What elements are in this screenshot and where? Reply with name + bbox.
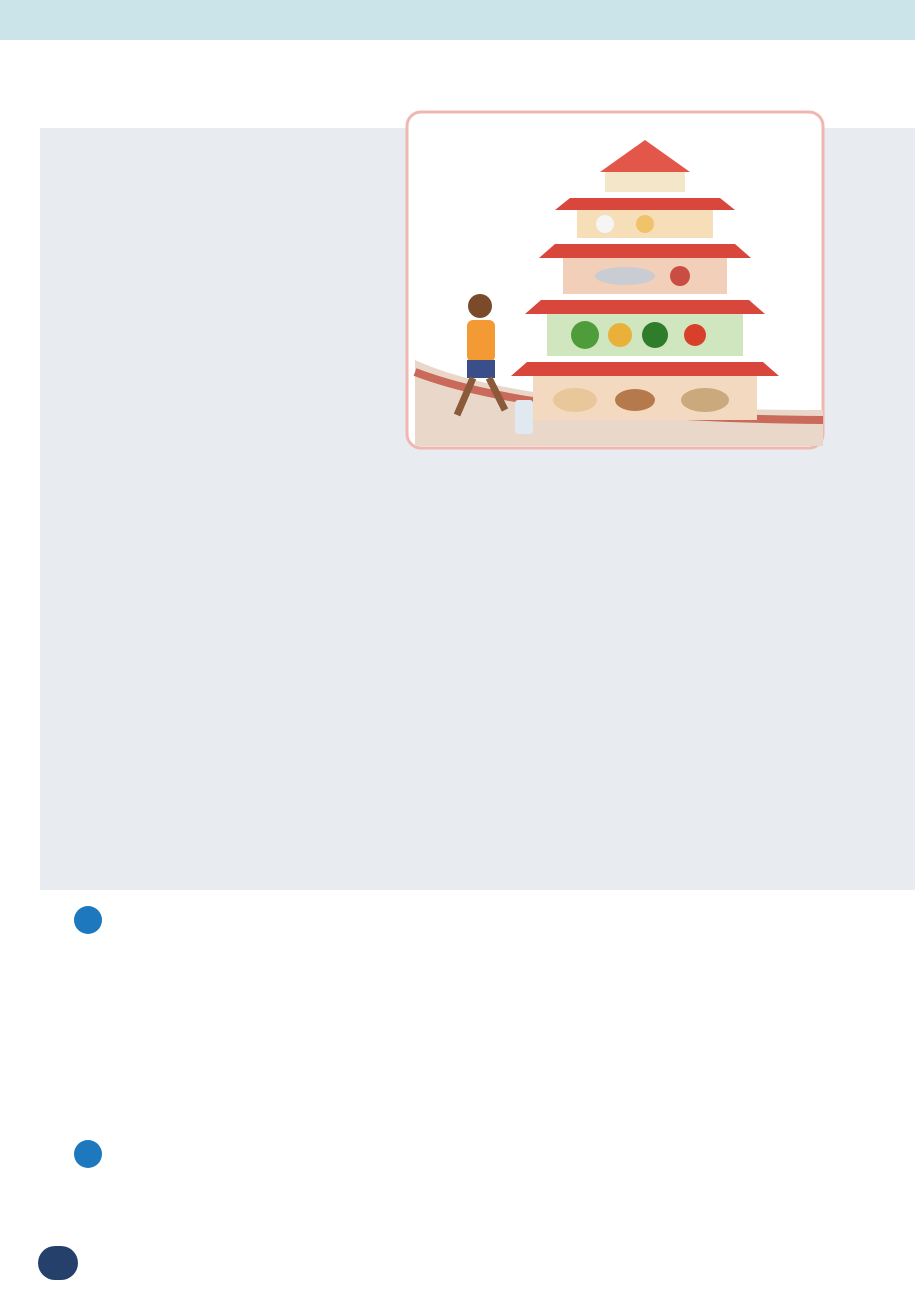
pagoda-roof-2 [555,198,735,210]
pagoda-roof-5 [511,362,779,376]
runner-head [468,294,492,318]
bread-icon [553,388,597,412]
tomato-icon [684,324,706,346]
pagoda-roof-4 [525,300,765,314]
fish-icon [595,267,655,285]
pagoda-roof-3 [539,244,751,258]
top-band [0,0,915,40]
potato-icon [681,388,729,412]
meat-icon [670,266,690,286]
nut-icon [636,215,654,233]
runner-shorts [467,360,495,378]
exercise2-badge [74,1140,102,1168]
pagoda-tier-oils [605,172,685,192]
runner-shirt [467,320,495,362]
fruit-icon [608,323,632,347]
milk-icon [596,215,614,233]
grain-icon [615,389,655,411]
food-pagoda-illustration [405,110,825,450]
broccoli-icon [642,322,668,348]
vegetable-icon [571,321,599,349]
water-glass-icon [515,400,533,434]
page-number [38,1246,78,1280]
exercise1-badge [74,906,102,934]
